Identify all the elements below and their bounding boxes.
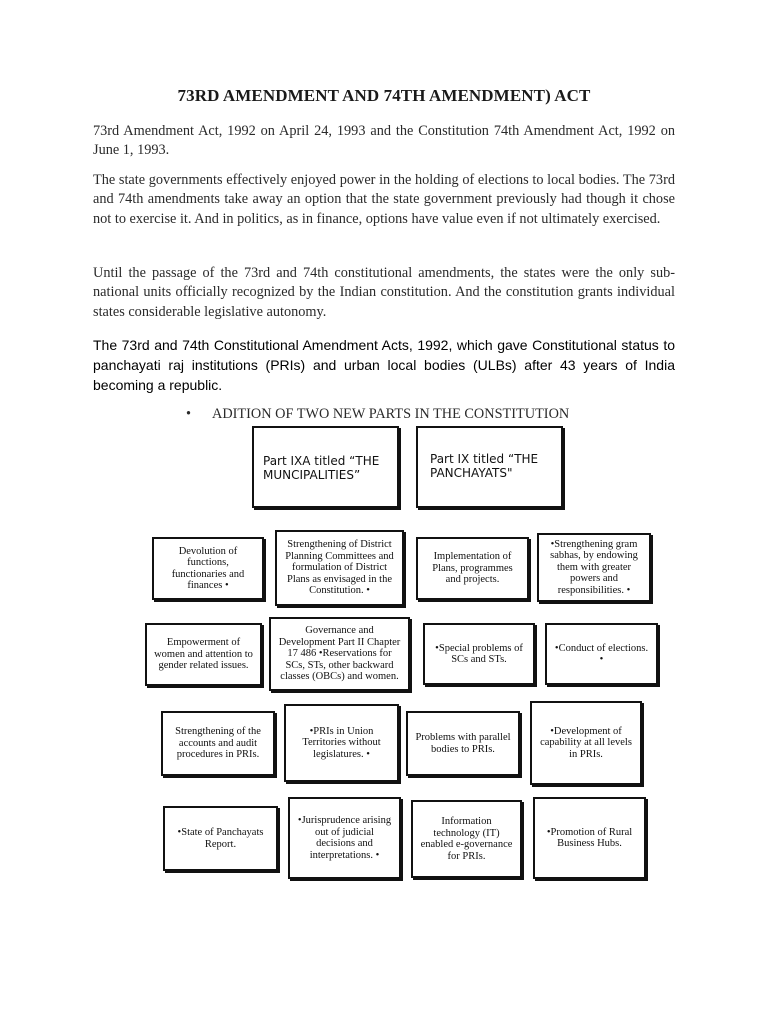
paragraph-acts-dates: 73rd Amendment Act, 1992 on April 24, 1993 and the Constitution 74th Amendment Act, 1992 on June 1, 1993. [93,123,675,159]
paragraph-state-power: The state governments effectively enjoyed power in the holding of elections to local bodies. The 73rd and 74th amendments take away an option that the state government previously had though it chose not to exercise it. And in politics, as in finance, options have value even if not ultimately exercised. [93,172,675,227]
topic-label: •Special problems of SCs and STs. [435,642,523,665]
topic-label: Devolution of functions, functionaries and finances • [171,545,245,591]
bullet-dot-icon: • [186,406,192,422]
topic-box [269,617,410,691]
part-ixa-label: Part IXA titled “THE MUNCIPALITIES” [263,454,380,482]
topic-box [545,623,658,685]
topic-label: •Jurisprudence arising out of judicial decisions and interpretations. • [297,815,392,861]
topic-box [533,797,646,879]
topic-label: •Conduct of elections. • [554,642,649,665]
topic-box [275,530,404,606]
topic-box [416,537,529,600]
topic-box [163,806,278,871]
topic-label: Strengthening of District Planning Committees and formulation of District Plans as envisaged in the Constitution. • [285,539,394,597]
topic-label: Empowerment of women and attention to gender related issues. [154,637,253,672]
topic-label: Implementation of Plans, programmes and projects. [432,551,513,586]
topic-box [411,800,522,878]
topic-box [152,537,264,600]
paragraph-legislative-autonomy: Until the passage of the 73rd and 74th constitutional amendments, the states were the only sub- national units officially recognized by the Indian constitution. And the constitution grants individual states considerable legislative autonomy. [93,265,675,320]
bullet-new-parts [186,406,569,423]
topic-box [288,797,401,879]
topic-label: •Development of capability at all levels in PRIs. [540,725,632,760]
topic-label: Information technology (IT) enabled e-governance for PRIs. [420,816,513,862]
page-title: 73RD AMENDMENT AND 74TH AMENDMENT) ACT [177,86,591,105]
topic-box [530,701,642,785]
topic-box [406,711,520,776]
paragraph-constitutional-status: The 73rd and 74th Constitutional Amendment Acts, 1992, which gave Constitutional status to panchayati raj institutions (PRIs) and urban local bodies (ULBs) after 43 years of India becoming a republic. [93,337,675,393]
topic-box [145,623,262,686]
topic-box [423,623,535,685]
topic-box [161,711,275,776]
topic-label: Problems with parallel bodies to PRIs. [415,732,511,755]
part-ixa-box [252,426,399,508]
topic-label: •PRIs in Union Territories without legislatures. • [302,725,381,760]
topic-label: •State of Panchayats Report. [177,827,264,850]
topic-label: Governance and Development Part II Chapter 17 486 •Reservations for SCs, STs, other backward classes (OBCs) and women. [278,625,401,683]
part-ix-box [416,426,563,508]
topic-box [284,704,399,782]
topic-box [537,533,651,602]
part-ix-label: Part IX titled “THE PANCHAYATS" [430,452,539,480]
bullet-text: ADITION OF TWO NEW PARTS IN THE CONSTITUTION [212,406,570,422]
topic-label: Strengthening of the accounts and audit procedures in PRIs. [175,726,261,761]
topic-label: •Promotion of Rural Business Hubs. [546,826,633,849]
topic-label: •Strengthening gram sabhas, by endowing them with greater powers and responsibilities. • [550,538,638,596]
